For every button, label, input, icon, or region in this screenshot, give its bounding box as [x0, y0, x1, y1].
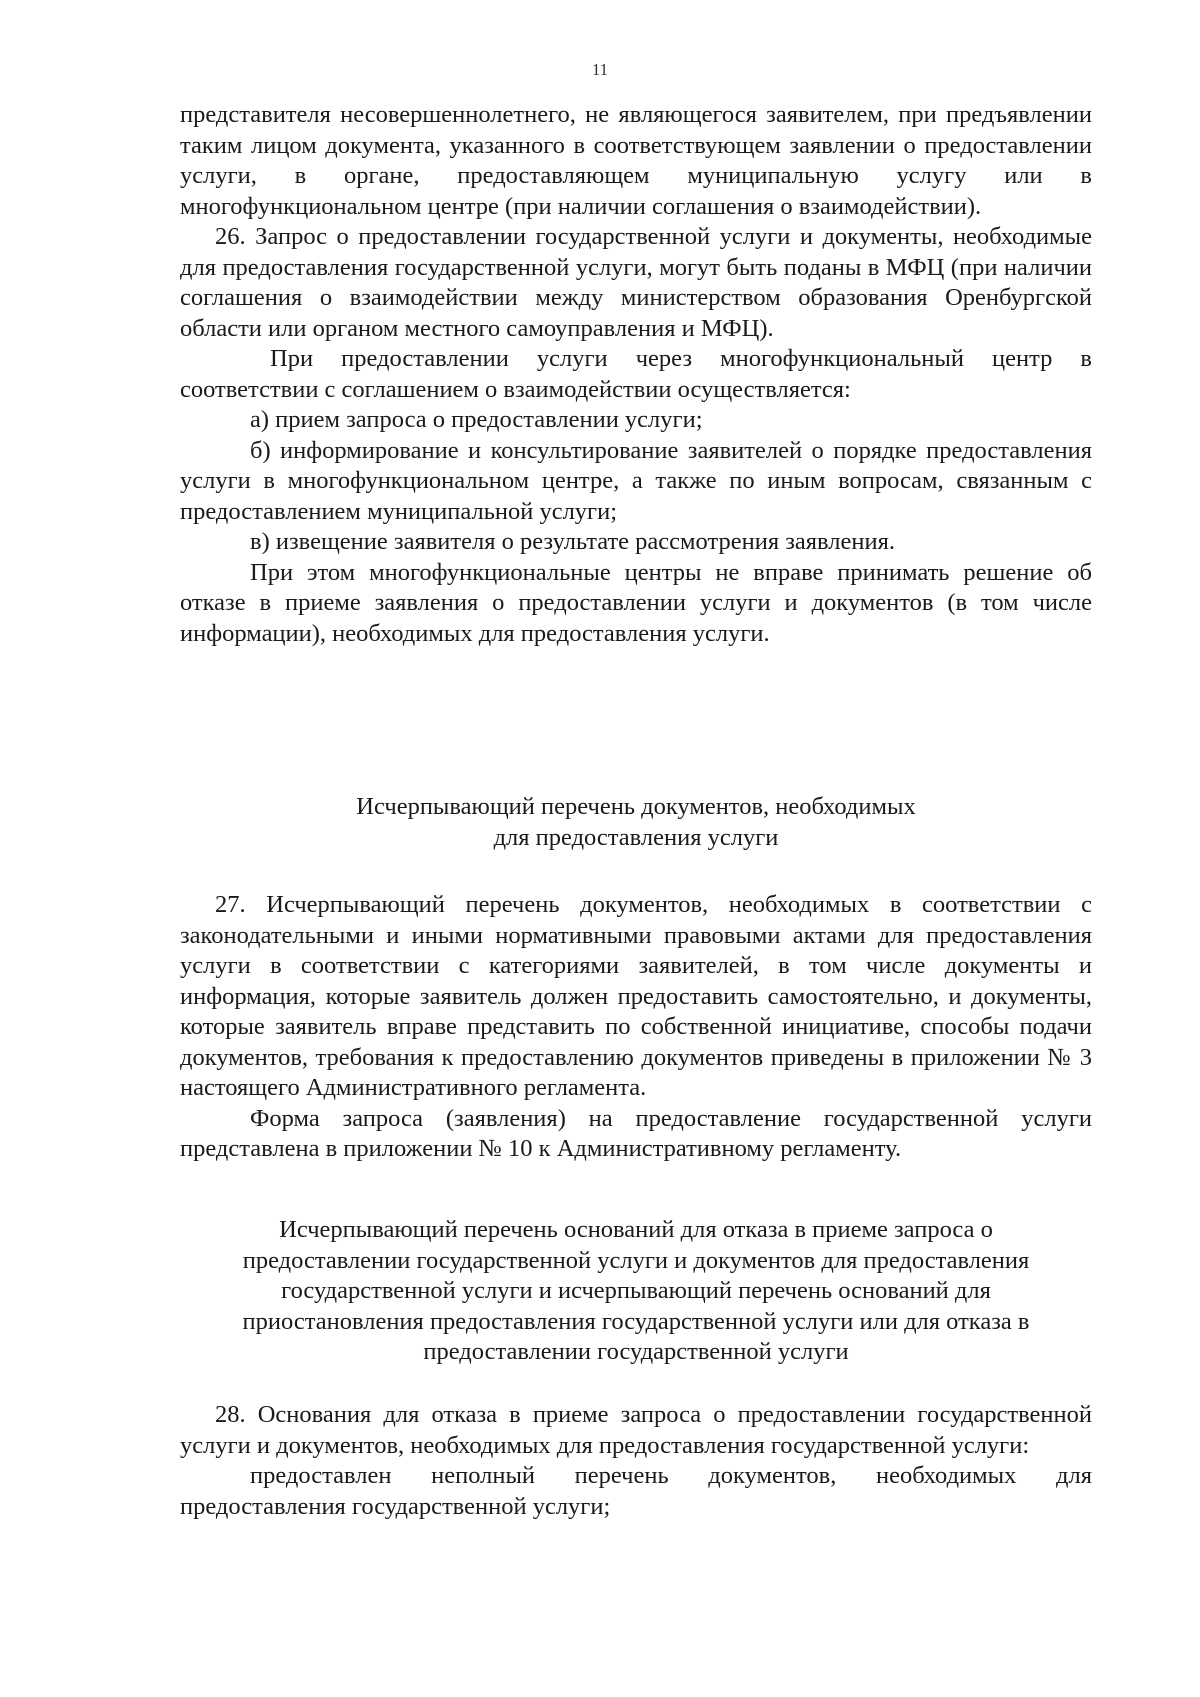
paragraph-form: Форма запроса (заявления) на предоставление государственной услуги представлена в приложении № 10 к Административному регламенту.: [180, 1104, 1092, 1162]
page-number: 11: [591, 60, 609, 79]
section-heading-refusal-grounds: [180, 1215, 1092, 1368]
paragraph-refusal-note: При этом многофункциональные центры не вправе принимать решение об отказе в приеме заявления о предоставлении услуги и документов (в том числе информации), необходимых для предоставления услуги.: [180, 558, 1092, 647]
paragraph-28: 28. Основания для отказа в приеме запроса о предоставлении государственной услуги и документов, необходимых для предоставления государственной услуги:: [180, 1401, 1092, 1459]
heading-line: Исчерпывающий перечень оснований для отказа в приеме запроса о: [279, 1216, 993, 1243]
section-block-3: [180, 1400, 1092, 1522]
heading-line: государственной услуги и исчерпывающий перечень оснований для: [281, 1277, 991, 1304]
section-block-1: [180, 100, 1092, 649]
list-item-b: б) информирование и консультирование заявителей о порядке предоставления услуги в многофункциональном центре, а также по иным вопросам, связанным с предоставлением муниципальной услуги;: [180, 436, 1092, 525]
list-item-v: в) извещение заявителя о результате рассмотрения заявления.: [250, 528, 895, 555]
heading-line: предоставлении государственной услуги: [423, 1338, 849, 1365]
heading-line: Исчерпывающий перечень документов, необходимых: [356, 793, 916, 820]
section-heading-documents: [180, 792, 1092, 853]
paragraph-26: 26. Запрос о предоставлении государственной услуги и документы, необходимые для предоставления государственной услуги, могут быть поданы в МФЦ (при наличии соглашения о взаимодействии между министерством образования Оренбургской области или органом местного самоуправления и МФЦ).: [180, 223, 1092, 342]
paragraph-mfc: При предоставлении услуги через многофункциональный центр в соответствии с соглашением о взаимодействии осуществляется:: [180, 345, 1092, 403]
paragraph-27: 27. Исчерпывающий перечень документов, необходимых в соответствии с законодательными и иными нормативными правовыми актами для предоставления услуги в соответствии с категориями заявителей, в том числе документы и информация, которые заявитель должен предоставить самостоятельно, и документы, которые заявитель вправе представить по собственной инициативе, способы подачи документов, требования к предоставлению документов приведены в приложении № 3 настоящего Административного регламента.: [180, 891, 1092, 1101]
paragraph-incomplete-docs: предоставлен неполный перечень документов, необходимых для предоставления государственной услуги;: [180, 1462, 1092, 1520]
paragraph-continuation: представителя несовершеннолетнего, не являющегося заявителем, при предъявлении таким лицом документа, указанного в соответствующем заявлении о предоставлении услуги, в органе, предоставляющем муниципальную услугу или в многофункциональном центре (при наличии соглашения о взаимодействии).: [180, 101, 1092, 220]
section-block-2: [180, 890, 1092, 1165]
list-item-a: а) прием запроса о предоставлении услуги;: [250, 406, 703, 433]
heading-line: для предоставления услуги: [493, 823, 779, 851]
heading-line: приостановления предоставления государственной услуги или для отказа в: [242, 1307, 1030, 1335]
heading-line: предоставлении государственной услуги и документов для предоставления: [242, 1246, 1030, 1274]
